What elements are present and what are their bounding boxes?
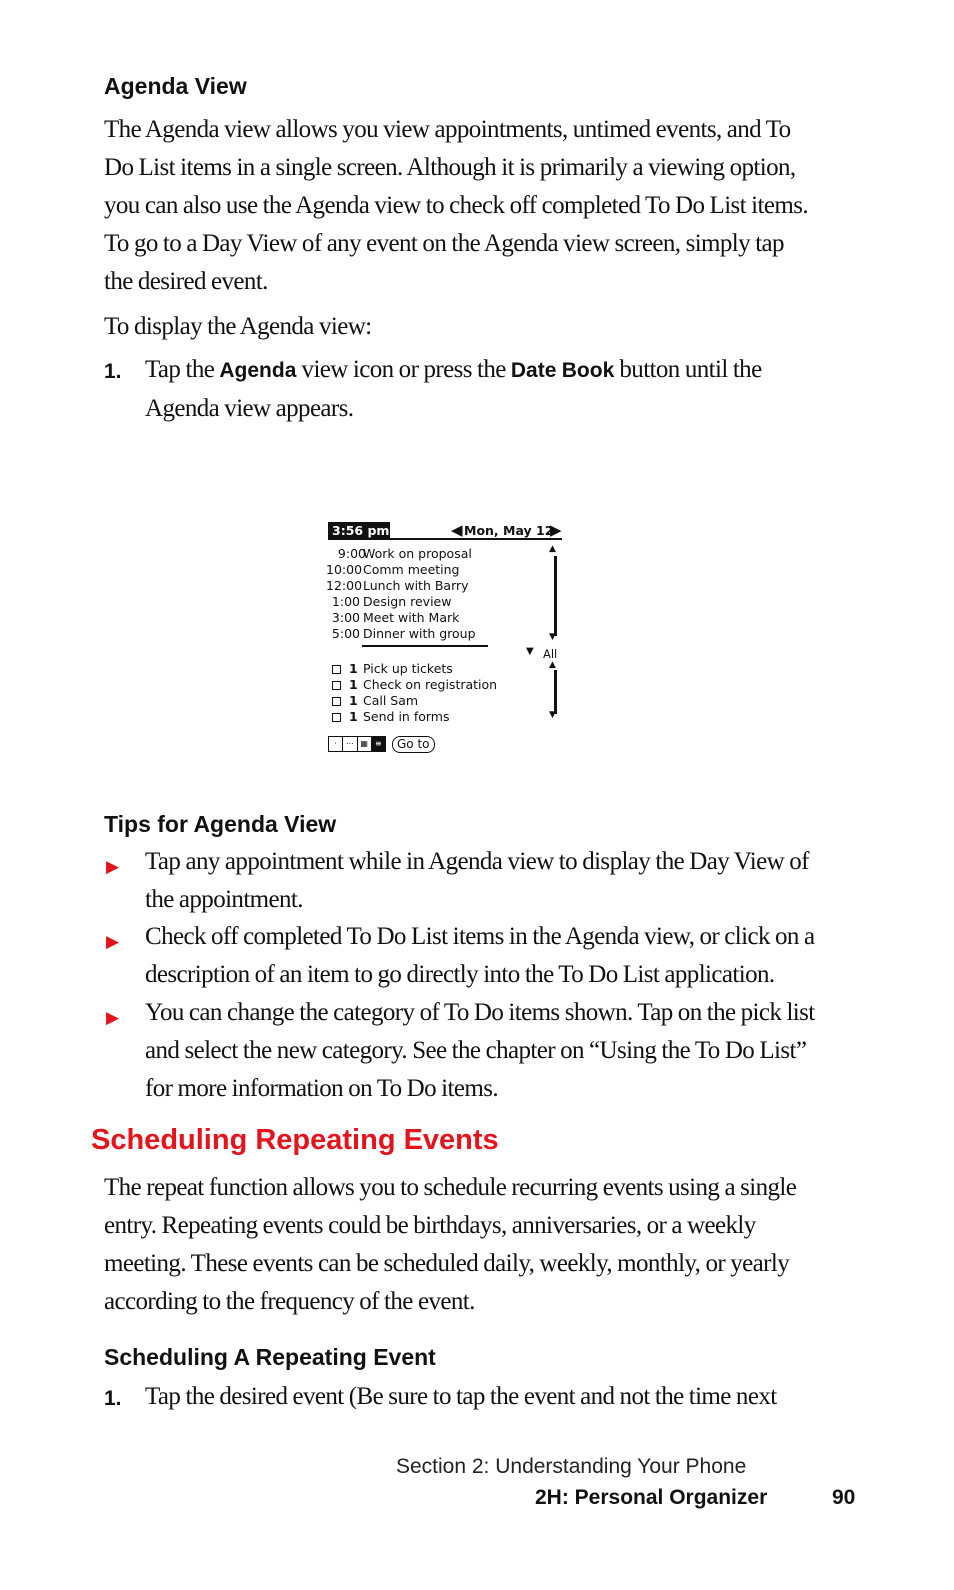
todo-priority: 1 xyxy=(349,709,358,724)
step-number: 1. xyxy=(104,360,122,383)
todo-text[interactable]: Send in forms xyxy=(363,709,450,724)
appt-time[interactable]: 5:00 xyxy=(331,626,360,641)
category-pick-icon[interactable]: ▼ xyxy=(526,646,534,657)
display-agenda-intro: To display the Agenda view: xyxy=(104,313,372,340)
repeat-step-1-text: Tap the desired event (Be sure to tap the event and not the time next xyxy=(145,1383,777,1410)
todo-checkbox[interactable] xyxy=(332,697,341,706)
footer-section: Section 2: Understanding Your Phone xyxy=(396,1455,747,1478)
todo-checkbox[interactable] xyxy=(332,713,341,722)
tip-item: Check off completed To Do List items in the Agenda view, or click on a description of an item to go directly into the To Do List application. xyxy=(145,923,815,988)
date-book-bold: Date Book xyxy=(510,359,615,382)
palm-time: 3:56 pm xyxy=(328,522,390,540)
bullet-arrow-icon: ▶ xyxy=(106,857,120,876)
step-number: 1. xyxy=(104,1387,122,1410)
todo-scrollbar[interactable] xyxy=(554,670,557,714)
appt-text[interactable]: Comm meeting xyxy=(363,562,460,577)
appt-time[interactable]: 10:00 xyxy=(326,562,363,577)
scroll-down-icon[interactable]: ▼ xyxy=(549,632,556,642)
day-view-icon[interactable]: · xyxy=(329,737,343,751)
agenda-bold: Agenda xyxy=(219,359,297,382)
appt-time[interactable]: 9:00 xyxy=(337,546,366,561)
todo-text[interactable]: Check on registration xyxy=(363,677,498,692)
repeating-event-subheading: Scheduling A Repeating Event xyxy=(104,1344,436,1370)
todo-priority: 1 xyxy=(349,661,358,676)
appt-time[interactable]: 12:00 xyxy=(326,578,363,593)
agenda-view-paragraph: The Agenda view allows you view appointments, untimed events, and To Do List items in a single screen. Although it is primarily a viewing option, you can also use the Agenda view to check off completed To Do List items. To go to a Day View of any event on the Agenda view screen, simply tap the desired event. xyxy=(104,116,808,295)
step-1-part2: view icon or press the xyxy=(301,356,506,383)
todo-priority: 1 xyxy=(349,677,358,692)
appt-text[interactable]: Lunch with Barry xyxy=(363,578,469,593)
tips-heading: Tips for Agenda View xyxy=(104,811,337,837)
appointments-scrollbar[interactable] xyxy=(554,556,557,636)
bullet-arrow-icon: ▶ xyxy=(106,1008,120,1027)
agenda-view-screenshot xyxy=(326,518,562,758)
go-to-button[interactable]: Go to xyxy=(392,736,435,753)
todo-priority: 1 xyxy=(349,693,358,708)
todo-scroll-up-icon[interactable]: ▲ xyxy=(549,660,556,670)
appt-time[interactable]: 3:00 xyxy=(331,610,360,625)
bullet-arrow-icon: ▶ xyxy=(106,932,120,951)
repeating-events-heading: Scheduling Repeating Events xyxy=(91,1124,499,1156)
category-pick-label[interactable]: All xyxy=(543,647,558,661)
appt-text[interactable]: Design review xyxy=(363,594,452,609)
month-view-icon[interactable]: ▦ xyxy=(358,737,372,751)
step-1-part1: Tap the xyxy=(145,356,215,383)
scroll-up-icon[interactable]: ▲ xyxy=(549,544,556,554)
tip-item: You can change the category of To Do items shown. Tap on the pick list and select the new category. See the chapter on “Using the To Do List” for more information on To Do items. xyxy=(145,999,815,1102)
step-1-part3: button until the Agenda view appears. xyxy=(145,356,762,422)
palm-next-day-icon[interactable]: ▶ xyxy=(550,521,562,539)
footer-chapter: 2H: Personal Organizer xyxy=(535,1486,768,1509)
repeating-events-paragraph: The repeat function allows you to schedule recurring events using a single entry. Repeating events could be birthdays, anniversaries, or a weekly meeting. These events can be scheduled daily, weekly, monthly, or yearly according to the frequency of the event. xyxy=(104,1174,797,1315)
todo-checkbox[interactable] xyxy=(332,665,341,674)
palm-date[interactable]: Mon, May 12 xyxy=(464,523,554,538)
todo-text[interactable]: Pick up tickets xyxy=(363,661,453,676)
agenda-view-heading: Agenda View xyxy=(104,73,247,99)
todo-scroll-down-icon[interactable]: ▼ xyxy=(549,710,556,720)
agenda-view-icon[interactable]: ≡ xyxy=(372,737,385,751)
palm-prev-day-icon[interactable]: ◀ xyxy=(451,521,463,539)
todo-text[interactable]: Call Sam xyxy=(363,693,419,708)
tip-item: Tap any appointment while in Agenda view to display the Day View of the appointment. xyxy=(145,848,809,913)
appt-text[interactable]: Work on proposal xyxy=(363,546,472,561)
palm-header-rule xyxy=(390,538,562,540)
week-view-icon[interactable]: ⋯ xyxy=(343,737,357,751)
appt-text[interactable]: Dinner with group xyxy=(363,626,476,641)
view-icons[interactable] xyxy=(328,736,386,752)
appt-time[interactable]: 1:00 xyxy=(331,594,360,609)
page-number: 90 xyxy=(832,1486,856,1509)
palm-divider xyxy=(362,645,488,647)
appt-text[interactable]: Meet with Mark xyxy=(363,610,460,625)
todo-checkbox[interactable] xyxy=(332,681,341,690)
step-1-text xyxy=(145,351,815,428)
